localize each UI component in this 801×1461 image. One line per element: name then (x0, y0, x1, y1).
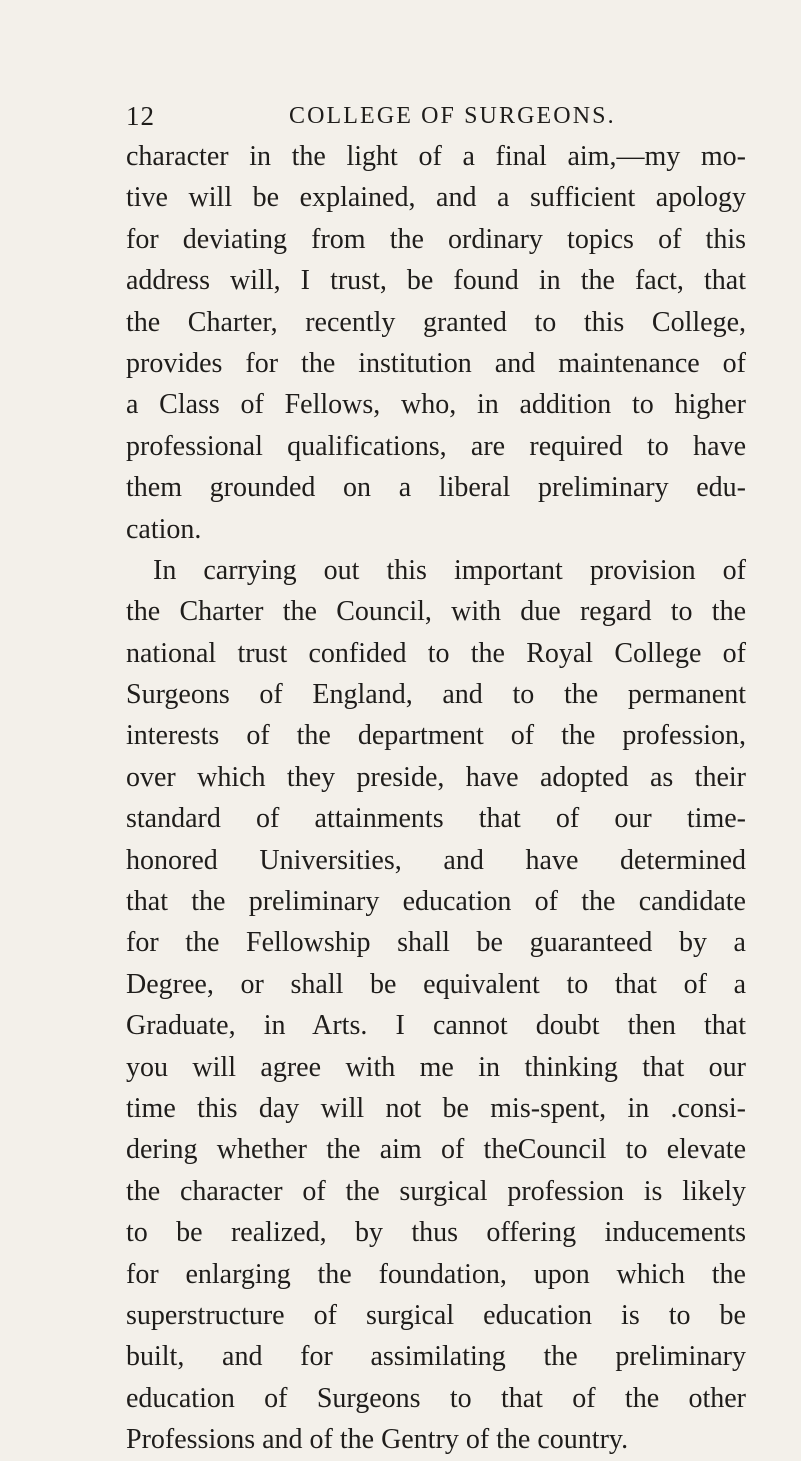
text-line: you will agree with me in thinking that our (126, 1051, 746, 1083)
text-line: interests of the department of the profession, (126, 720, 746, 752)
text-line: the Charter, recently granted to this College, (126, 306, 746, 338)
text-line: character in the light of a final aim,—my mo- (126, 141, 746, 172)
text-line: built, and for assimilating the preliminary (126, 1341, 746, 1373)
text-line: Graduate, in Arts. I cannot doubt then that (126, 1010, 746, 1042)
running-header (126, 101, 746, 135)
text-line: standard of attainments that of our time- (126, 803, 746, 835)
text-line: for the Fellowship shall be guaranteed by a (126, 927, 746, 959)
text-line: professional qualifications, are required to have (126, 430, 746, 462)
text-line: tive will be explained, and a sufficient apology (126, 182, 746, 214)
body-text (126, 136, 746, 1461)
text-line: cation. (126, 513, 202, 545)
text-line: for deviating from the ordinary topics of this (126, 223, 746, 255)
text-line: time this day will not be mis-spent, in .consi- (126, 1092, 746, 1124)
text-line: national trust confided to the Royal College of (126, 637, 746, 669)
text-line: provides for the institution and maintenance of (126, 347, 746, 379)
text-line: that the preliminary education of the candidate (126, 886, 746, 918)
running-title: COLLEGE OF SURGEONS. (289, 103, 616, 129)
text-line: to be realized, by thus offering inducements (126, 1217, 746, 1249)
text-line: honored Universities, and have determined (126, 844, 746, 876)
text-line: address will, I trust, be found in the fact, that (126, 265, 746, 297)
text-line: Professions and of the Gentry of the country. (126, 1424, 629, 1456)
text-line: for enlarging the foundation, upon which the (126, 1258, 746, 1290)
text-line: over which they preside, have adopted as their (126, 761, 746, 793)
text-line: superstructure of surgical education is to be (126, 1299, 746, 1331)
text-line: them grounded on a liberal preliminary edu- (126, 472, 746, 504)
text-line: Degree, or shall be equivalent to that of a (126, 968, 746, 1000)
text-line: In carrying out this important provision of (153, 554, 746, 586)
text-line: a Class of Fellows, who, in addition to higher (126, 389, 746, 421)
text-line: Surgeons of England, and to the permanent (126, 679, 746, 711)
text-line: the character of the surgical profession is likely (126, 1175, 746, 1207)
page-number: 12 (126, 101, 155, 131)
text-line: the Charter the Council, with due regard to the (126, 596, 746, 628)
text-line: dering whether the aim of theCouncil to elevate (126, 1134, 746, 1166)
text-line: education of Surgeons to that of the other (126, 1382, 746, 1414)
